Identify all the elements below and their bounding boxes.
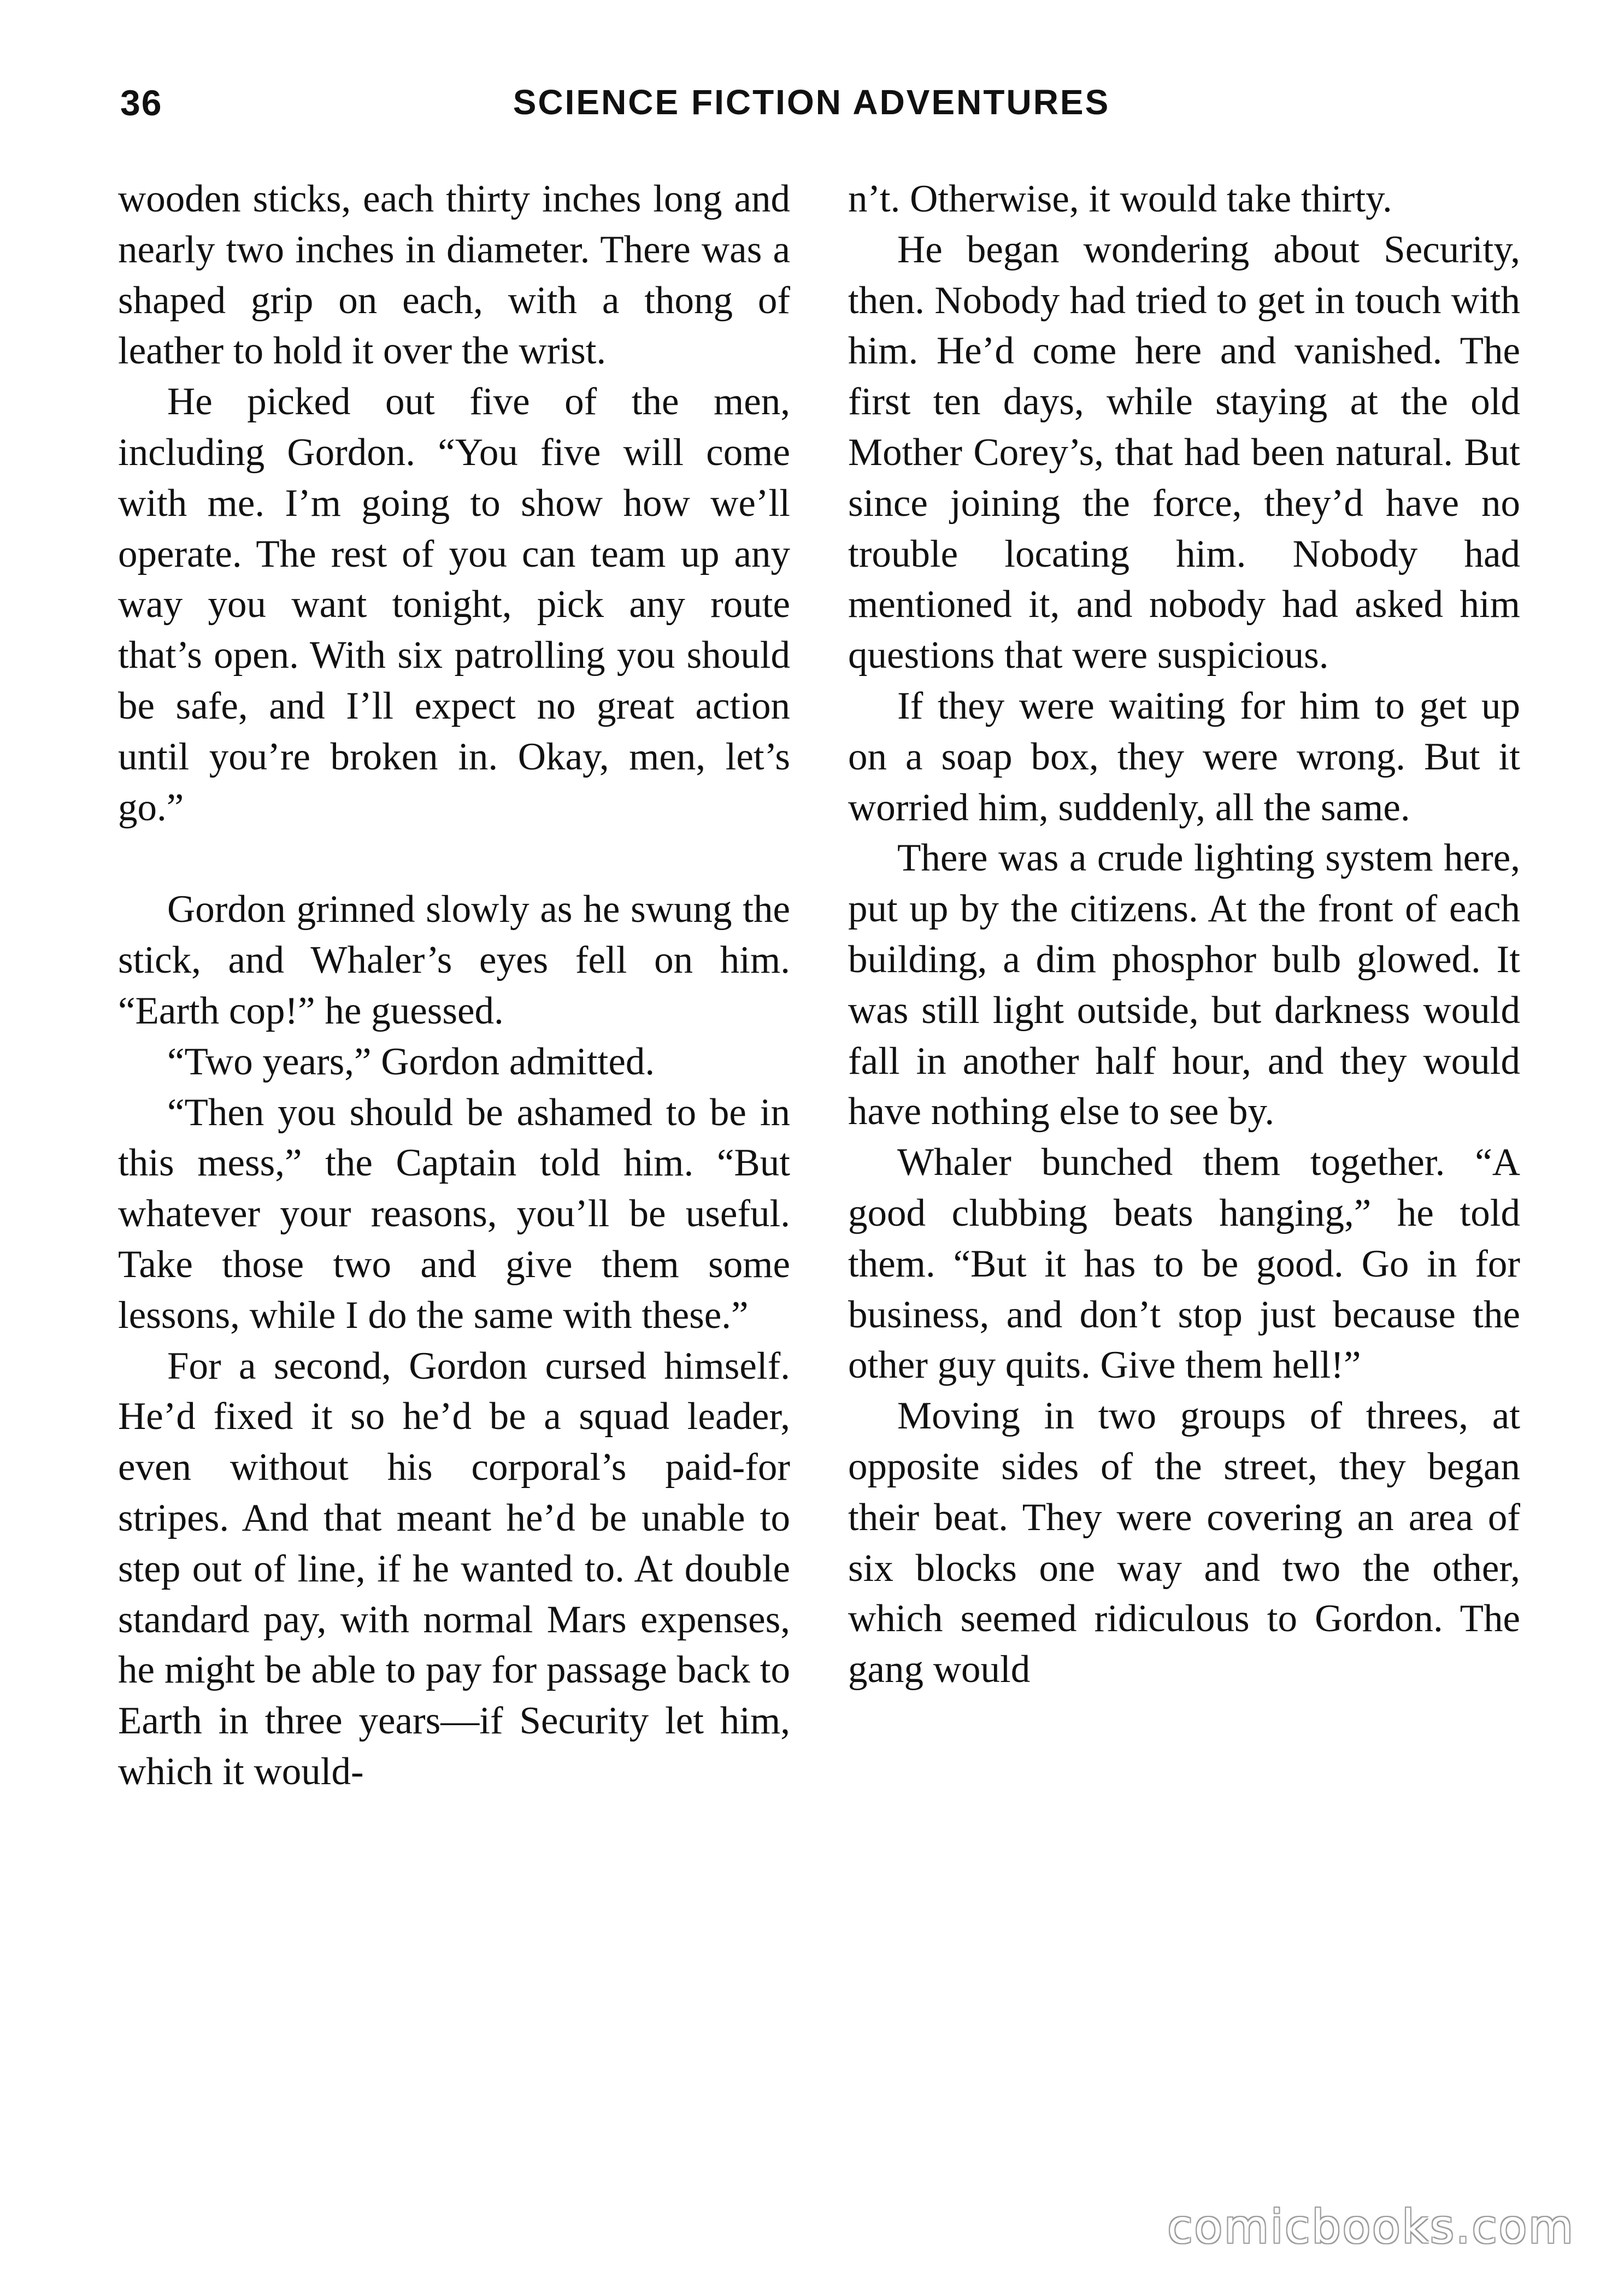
running-head: [120, 82, 1503, 142]
magazine-title: SCIENCE FICTION ADVENTURES: [513, 83, 1110, 122]
right-paragraph: Moving in two groups of threes, at opposite sides of the street, they began their beat. They were covering an area of six blocks one way and two the other, which seemed ridiculous to Gordon. The gang would: [848, 1395, 1520, 1691]
left-paragraph: For a second, Gordon cursed himself. He’d fixed it so he’d be a squad leader, even without his corporal’s paid-for stripes. And that meant he’d be unable to step out of line, if he wanted to. At double standard pay, with normal Mars expenses, he might be able to pay for passage back to Earth in three years—if Security let him, which it would-: [118, 1344, 790, 1793]
left-paragraph: Gordon grinned slowly as he swung the stick, and Whaler’s eyes fell on him. “Earth cop!” he guessed.: [118, 888, 790, 1032]
left-paragraph: “Then you should be ashamed to be in this mess,” the Captain told him. “But whatever your reasons, you’ll be useful. Take those two and give them some lessons, while I do the same with these.”: [118, 1091, 790, 1337]
right-paragraph: There was a crude lighting system here, put up by the citizens. At the front of each building, a dim phosphor bulb glowed. It was still light outside, but darkness would fall in another half hour, and they would have nothing else to see by.: [848, 837, 1520, 1133]
left-column: [118, 174, 790, 1797]
right-paragraph: He began wondering about Security, then. Nobody had tried to get in touch with him. He’d come here and vanished. The first ten days, while staying at the old Mother Corey’s, that had been natural. But since joining the force, they’d have no trouble locating him. Nobody had mentioned it, and nobody had asked him questions that were suspicious.: [848, 228, 1520, 677]
right-column: [848, 174, 1520, 1695]
left-paragraph: “Two years,” Gordon admitted.: [167, 1040, 655, 1083]
left-paragraph: wooden sticks, each thirty inches long and nearly two inches in diameter. There was a shaped grip on each, with a thong of leather to hold it over the wrist.: [118, 178, 790, 373]
right-paragraph: Whaler bunched them together. “A good clubbing beats hanging,” he told them. “But it has to be good. Go in for business, and don’t stop just because the other guy quits. Give them hell!”: [848, 1141, 1520, 1387]
right-paragraph: n’t. Otherwise, it would take thirty.: [848, 178, 1392, 220]
left-paragraph: He picked out five of the men, including Gordon. “You five will come with me. I’m going to show how we’ll operate. The rest of you can team up any way you want tonight, pick any route that’s open. With six patrolling you should be safe, and I’ll expect no great action until you’re broken in. Okay, men, let’s go.”: [118, 380, 790, 829]
right-paragraph: If they were waiting for him to get up on a soap box, they were wrong. But it worried him, suddenly, all the same.: [848, 684, 1520, 829]
page-number: 36: [120, 83, 163, 123]
watermark: comicbooks.com: [1167, 2200, 1575, 2254]
